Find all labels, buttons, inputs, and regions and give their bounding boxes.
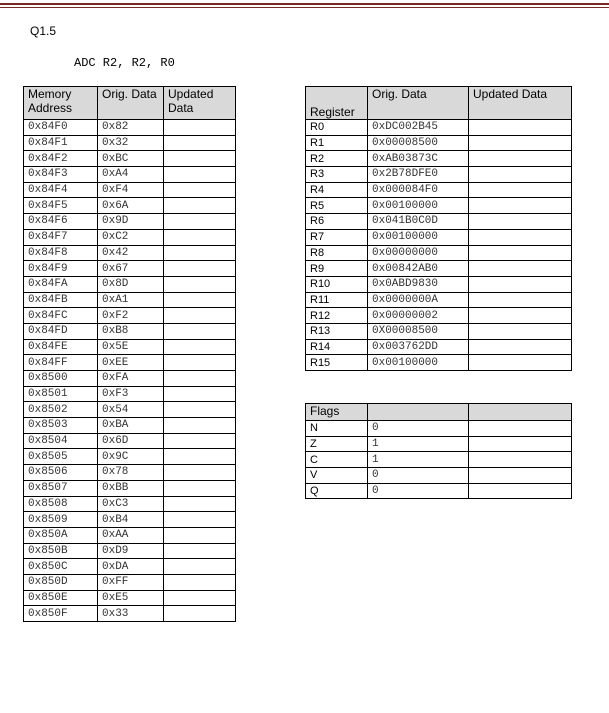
memory-row <box>24 261 236 277</box>
memory-row-updated-cell[interactable] <box>164 276 236 292</box>
register-row-orig-cell: 0x00000002 <box>368 308 469 324</box>
register-row <box>306 261 572 277</box>
register-row <box>306 323 572 339</box>
memory-row-updated-cell[interactable] <box>164 512 236 528</box>
register-table <box>305 86 572 371</box>
memory-row <box>24 559 236 575</box>
memory-row <box>24 276 236 292</box>
memory-row-orig-cell: 0x6D <box>98 433 164 449</box>
memory-row <box>24 214 236 230</box>
memory-row-orig-cell: 0xF4 <box>98 182 164 198</box>
flag-row-key-cell: V <box>306 468 368 484</box>
flag-row <box>306 483 572 499</box>
register-row-updated-cell[interactable] <box>469 182 572 198</box>
flag-row-orig-cell: 1 <box>368 452 469 468</box>
memory-row-key-cell: 0x8501 <box>24 386 98 402</box>
flag-row-key-cell: Q <box>306 483 368 499</box>
memory-row-key-cell: 0x84F1 <box>24 135 98 151</box>
memory-row-key-cell: 0x84F3 <box>24 167 98 183</box>
memory-row <box>24 371 236 387</box>
flag-row <box>306 436 572 452</box>
memory-row-key-cell: 0x84F0 <box>24 120 98 136</box>
flag-row-updated-cell[interactable] <box>469 421 572 437</box>
memory-row <box>24 245 236 261</box>
memory-row-orig-cell: 0xD9 <box>98 543 164 559</box>
memory-row <box>24 292 236 308</box>
memory-row-key-cell: 0x850A <box>24 527 98 543</box>
memory-row-orig-cell: 0x78 <box>98 465 164 481</box>
register-row-key-cell: R5 <box>306 198 368 214</box>
memory-row <box>24 527 236 543</box>
memory-row <box>24 229 236 245</box>
memory-row-updated-cell[interactable] <box>164 167 236 183</box>
flags-updated-header <box>469 404 572 421</box>
register-updated-data-header: Updated Data <box>469 87 572 120</box>
memory-row-key-cell: 0x850C <box>24 559 98 575</box>
register-row-updated-cell[interactable] <box>469 339 572 355</box>
register-row-updated-cell[interactable] <box>469 151 572 167</box>
memory-orig-data-header: Orig. Data <box>98 87 164 120</box>
memory-row <box>24 182 236 198</box>
memory-row-orig-cell: 0xB4 <box>98 512 164 528</box>
memory-row <box>24 323 236 339</box>
register-row <box>306 135 572 151</box>
register-row <box>306 276 572 292</box>
flag-row <box>306 452 572 468</box>
memory-row-key-cell: 0x8504 <box>24 433 98 449</box>
flag-row-orig-cell: 0 <box>368 468 469 484</box>
memory-row-updated-cell[interactable] <box>164 323 236 339</box>
memory-row-orig-cell: 0xE5 <box>98 590 164 606</box>
memory-row-updated-cell[interactable] <box>164 418 236 434</box>
question-label: Q1.5 <box>30 24 57 38</box>
register-row <box>306 120 572 136</box>
register-row-orig-cell: 0x041B0C0D <box>368 214 469 230</box>
memory-row-key-cell: 0x84FB <box>24 292 98 308</box>
memory-row-key-cell: 0x8502 <box>24 402 98 418</box>
register-row <box>306 167 572 183</box>
memory-row-key-cell: 0x84F7 <box>24 229 98 245</box>
flag-row-key-cell: Z <box>306 436 368 452</box>
register-row-orig-cell: 0x0ABD9830 <box>368 276 469 292</box>
memory-row-updated-cell[interactable] <box>164 527 236 543</box>
register-row-updated-cell[interactable] <box>469 261 572 277</box>
memory-row-key-cell: 0x8506 <box>24 465 98 481</box>
memory-row <box>24 198 236 214</box>
register-row-orig-cell: 0x2B78DFE0 <box>368 167 469 183</box>
register-row-updated-cell[interactable] <box>469 135 572 151</box>
memory-row-updated-cell[interactable] <box>164 198 236 214</box>
memory-row-key-cell: 0x84FE <box>24 339 98 355</box>
register-row-key-cell: R3 <box>306 167 368 183</box>
memory-row-updated-cell[interactable] <box>164 559 236 575</box>
register-row-key-cell: R15 <box>306 355 368 371</box>
memory-row-updated-cell[interactable] <box>164 606 236 622</box>
register-row-orig-cell: 0x00100000 <box>368 355 469 371</box>
memory-row-updated-cell[interactable] <box>164 245 236 261</box>
memory-row-orig-cell: 0x9C <box>98 449 164 465</box>
memory-row-key-cell: 0x8505 <box>24 449 98 465</box>
memory-row <box>24 574 236 590</box>
register-row <box>306 245 572 261</box>
memory-row-updated-cell[interactable] <box>164 261 236 277</box>
flag-row <box>306 468 572 484</box>
register-row <box>306 229 572 245</box>
memory-table <box>23 86 236 622</box>
register-row-orig-cell: 0X00008500 <box>368 323 469 339</box>
memory-row-key-cell: 0x8503 <box>24 418 98 434</box>
flag-row-orig-cell: 0 <box>368 483 469 499</box>
memory-row-updated-cell[interactable] <box>164 465 236 481</box>
memory-row-orig-cell: 0x9D <box>98 214 164 230</box>
register-row-orig-cell: 0x00842AB0 <box>368 261 469 277</box>
memory-row <box>24 151 236 167</box>
memory-row-updated-cell[interactable] <box>164 355 236 371</box>
memory-row-updated-cell[interactable] <box>164 496 236 512</box>
register-row-key-cell: R6 <box>306 214 368 230</box>
memory-row-key-cell: 0x850E <box>24 590 98 606</box>
memory-row-key-cell: 0x84FC <box>24 308 98 324</box>
memory-row <box>24 480 236 496</box>
register-row-orig-cell: 0x00000000 <box>368 245 469 261</box>
memory-row-orig-cell: 0xFF <box>98 574 164 590</box>
register-row-key-cell: R2 <box>306 151 368 167</box>
memory-row-key-cell: 0x8509 <box>24 512 98 528</box>
memory-row-key-cell: 0x84F5 <box>24 198 98 214</box>
memory-row-orig-cell: 0xA4 <box>98 167 164 183</box>
register-row-key-cell: R7 <box>306 229 368 245</box>
register-row-orig-cell: 0xDC002B45 <box>368 120 469 136</box>
register-header: Register <box>306 87 368 120</box>
flag-row-orig-cell: 0 <box>368 421 469 437</box>
memory-row <box>24 496 236 512</box>
register-row-key-cell: R11 <box>306 292 368 308</box>
memory-row-updated-cell[interactable] <box>164 433 236 449</box>
memory-row <box>24 120 236 136</box>
memory-updated-data-header: Updated Data <box>164 87 236 120</box>
register-row-updated-cell[interactable] <box>469 214 572 230</box>
memory-row-key-cell: 0x850F <box>24 606 98 622</box>
memory-row-updated-cell[interactable] <box>164 182 236 198</box>
header-rule-thin <box>0 7 609 8</box>
memory-row-key-cell: 0x8500 <box>24 371 98 387</box>
memory-row-key-cell: 0x84F6 <box>24 214 98 230</box>
flag-row-orig-cell: 1 <box>368 436 469 452</box>
register-row-updated-cell[interactable] <box>469 355 572 371</box>
memory-row <box>24 465 236 481</box>
flag-row-updated-cell[interactable] <box>469 483 572 499</box>
register-row <box>306 339 572 355</box>
memory-row-orig-cell: 0x8D <box>98 276 164 292</box>
memory-row-updated-cell[interactable] <box>164 371 236 387</box>
memory-row <box>24 339 236 355</box>
memory-row <box>24 418 236 434</box>
memory-row <box>24 308 236 324</box>
memory-row-updated-cell[interactable] <box>164 135 236 151</box>
memory-row <box>24 590 236 606</box>
memory-row <box>24 433 236 449</box>
memory-row-updated-cell[interactable] <box>164 214 236 230</box>
register-row-key-cell: R13 <box>306 323 368 339</box>
memory-row-orig-cell: 0xC3 <box>98 496 164 512</box>
register-row <box>306 214 572 230</box>
flag-row-key-cell: N <box>306 421 368 437</box>
memory-row-updated-cell[interactable] <box>164 120 236 136</box>
register-row-updated-cell[interactable] <box>469 292 572 308</box>
flag-row-updated-cell[interactable] <box>469 452 572 468</box>
memory-row-key-cell: 0x84F9 <box>24 261 98 277</box>
memory-row-key-cell: 0x8508 <box>24 496 98 512</box>
memory-row-orig-cell: 0xEE <box>98 355 164 371</box>
memory-row-updated-cell[interactable] <box>164 480 236 496</box>
memory-row-updated-cell[interactable] <box>164 151 236 167</box>
memory-row-updated-cell[interactable] <box>164 590 236 606</box>
flags-table <box>305 403 572 499</box>
register-row <box>306 355 572 371</box>
register-row-updated-cell[interactable] <box>469 308 572 324</box>
register-orig-data-header: Orig. Data <box>368 87 469 120</box>
register-row-orig-cell: 0x000084F0 <box>368 182 469 198</box>
memory-row-orig-cell: 0xA1 <box>98 292 164 308</box>
register-row-key-cell: R12 <box>306 308 368 324</box>
register-row <box>306 151 572 167</box>
memory-row-orig-cell: 0x42 <box>98 245 164 261</box>
register-row-updated-cell[interactable] <box>469 245 572 261</box>
memory-row-orig-cell: 0xFA <box>98 371 164 387</box>
flags-header: Flags <box>306 404 368 421</box>
register-row-orig-cell: 0x00100000 <box>368 198 469 214</box>
memory-row-updated-cell[interactable] <box>164 308 236 324</box>
register-row-orig-cell: 0x00100000 <box>368 229 469 245</box>
register-row <box>306 308 572 324</box>
memory-row-orig-cell: 0xBC <box>98 151 164 167</box>
register-row <box>306 198 572 214</box>
register-row <box>306 182 572 198</box>
memory-row <box>24 355 236 371</box>
register-row-key-cell: R10 <box>306 276 368 292</box>
memory-row-key-cell: 0x8507 <box>24 480 98 496</box>
memory-row-orig-cell: 0xB8 <box>98 323 164 339</box>
memory-row-orig-cell: 0xF3 <box>98 386 164 402</box>
flag-row <box>306 421 572 437</box>
memory-row-key-cell: 0x84F4 <box>24 182 98 198</box>
memory-row-orig-cell: 0x5E <box>98 339 164 355</box>
register-row-key-cell: R1 <box>306 135 368 151</box>
register-row-key-cell: R4 <box>306 182 368 198</box>
register-row-updated-cell[interactable] <box>469 276 572 292</box>
memory-row-key-cell: 0x850D <box>24 574 98 590</box>
memory-row-orig-cell: 0x54 <box>98 402 164 418</box>
memory-row-updated-cell[interactable] <box>164 229 236 245</box>
memory-row <box>24 386 236 402</box>
flag-row-updated-cell[interactable] <box>469 468 572 484</box>
memory-row-updated-cell[interactable] <box>164 339 236 355</box>
flag-row-updated-cell[interactable] <box>469 436 572 452</box>
memory-row <box>24 606 236 622</box>
register-row-key-cell: R8 <box>306 245 368 261</box>
register-row-orig-cell: 0x003762DD <box>368 339 469 355</box>
register-row-orig-cell: 0x0000000A <box>368 292 469 308</box>
memory-row-key-cell: 0x850B <box>24 543 98 559</box>
memory-row-orig-cell: 0xDA <box>98 559 164 575</box>
flag-row-key-cell: C <box>306 452 368 468</box>
memory-row-updated-cell[interactable] <box>164 402 236 418</box>
memory-row-key-cell: 0x84FD <box>24 323 98 339</box>
register-row-key-cell: R0 <box>306 120 368 136</box>
memory-row-key-cell: 0x84F8 <box>24 245 98 261</box>
memory-row-orig-cell: 0x6A <box>98 198 164 214</box>
memory-row-orig-cell: 0x82 <box>98 120 164 136</box>
memory-row-orig-cell: 0xBB <box>98 480 164 496</box>
register-row-updated-cell[interactable] <box>469 120 572 136</box>
register-row-updated-cell[interactable] <box>469 198 572 214</box>
memory-row-orig-cell: 0x33 <box>98 606 164 622</box>
memory-row-updated-cell[interactable] <box>164 574 236 590</box>
register-row-updated-cell[interactable] <box>469 229 572 245</box>
memory-row-orig-cell: 0xAA <box>98 527 164 543</box>
register-row-orig-cell: 0xAB03873C <box>368 151 469 167</box>
memory-address-header: Memory Address <box>24 87 98 120</box>
memory-row-updated-cell[interactable] <box>164 386 236 402</box>
flags-value-header <box>368 404 469 421</box>
header-rule-thick <box>0 3 609 5</box>
register-row-orig-cell: 0x00008500 <box>368 135 469 151</box>
memory-row <box>24 543 236 559</box>
memory-row-updated-cell[interactable] <box>164 543 236 559</box>
register-row-updated-cell[interactable] <box>469 323 572 339</box>
memory-row <box>24 135 236 151</box>
memory-row-updated-cell[interactable] <box>164 292 236 308</box>
instruction-text: ADC R2, R2, R0 <box>74 56 175 70</box>
memory-row-orig-cell: 0xC2 <box>98 229 164 245</box>
memory-row-updated-cell[interactable] <box>164 449 236 465</box>
register-row <box>306 292 572 308</box>
memory-row <box>24 449 236 465</box>
memory-row-orig-cell: 0xF2 <box>98 308 164 324</box>
memory-row-orig-cell: 0x67 <box>98 261 164 277</box>
memory-row-orig-cell: 0x32 <box>98 135 164 151</box>
memory-row-key-cell: 0x84F2 <box>24 151 98 167</box>
memory-row <box>24 512 236 528</box>
register-row-key-cell: R9 <box>306 261 368 277</box>
register-row-updated-cell[interactable] <box>469 167 572 183</box>
memory-row <box>24 167 236 183</box>
memory-row-key-cell: 0x84FA <box>24 276 98 292</box>
memory-row-key-cell: 0x84FF <box>24 355 98 371</box>
register-row-key-cell: R14 <box>306 339 368 355</box>
memory-row <box>24 402 236 418</box>
memory-row-orig-cell: 0xBA <box>98 418 164 434</box>
